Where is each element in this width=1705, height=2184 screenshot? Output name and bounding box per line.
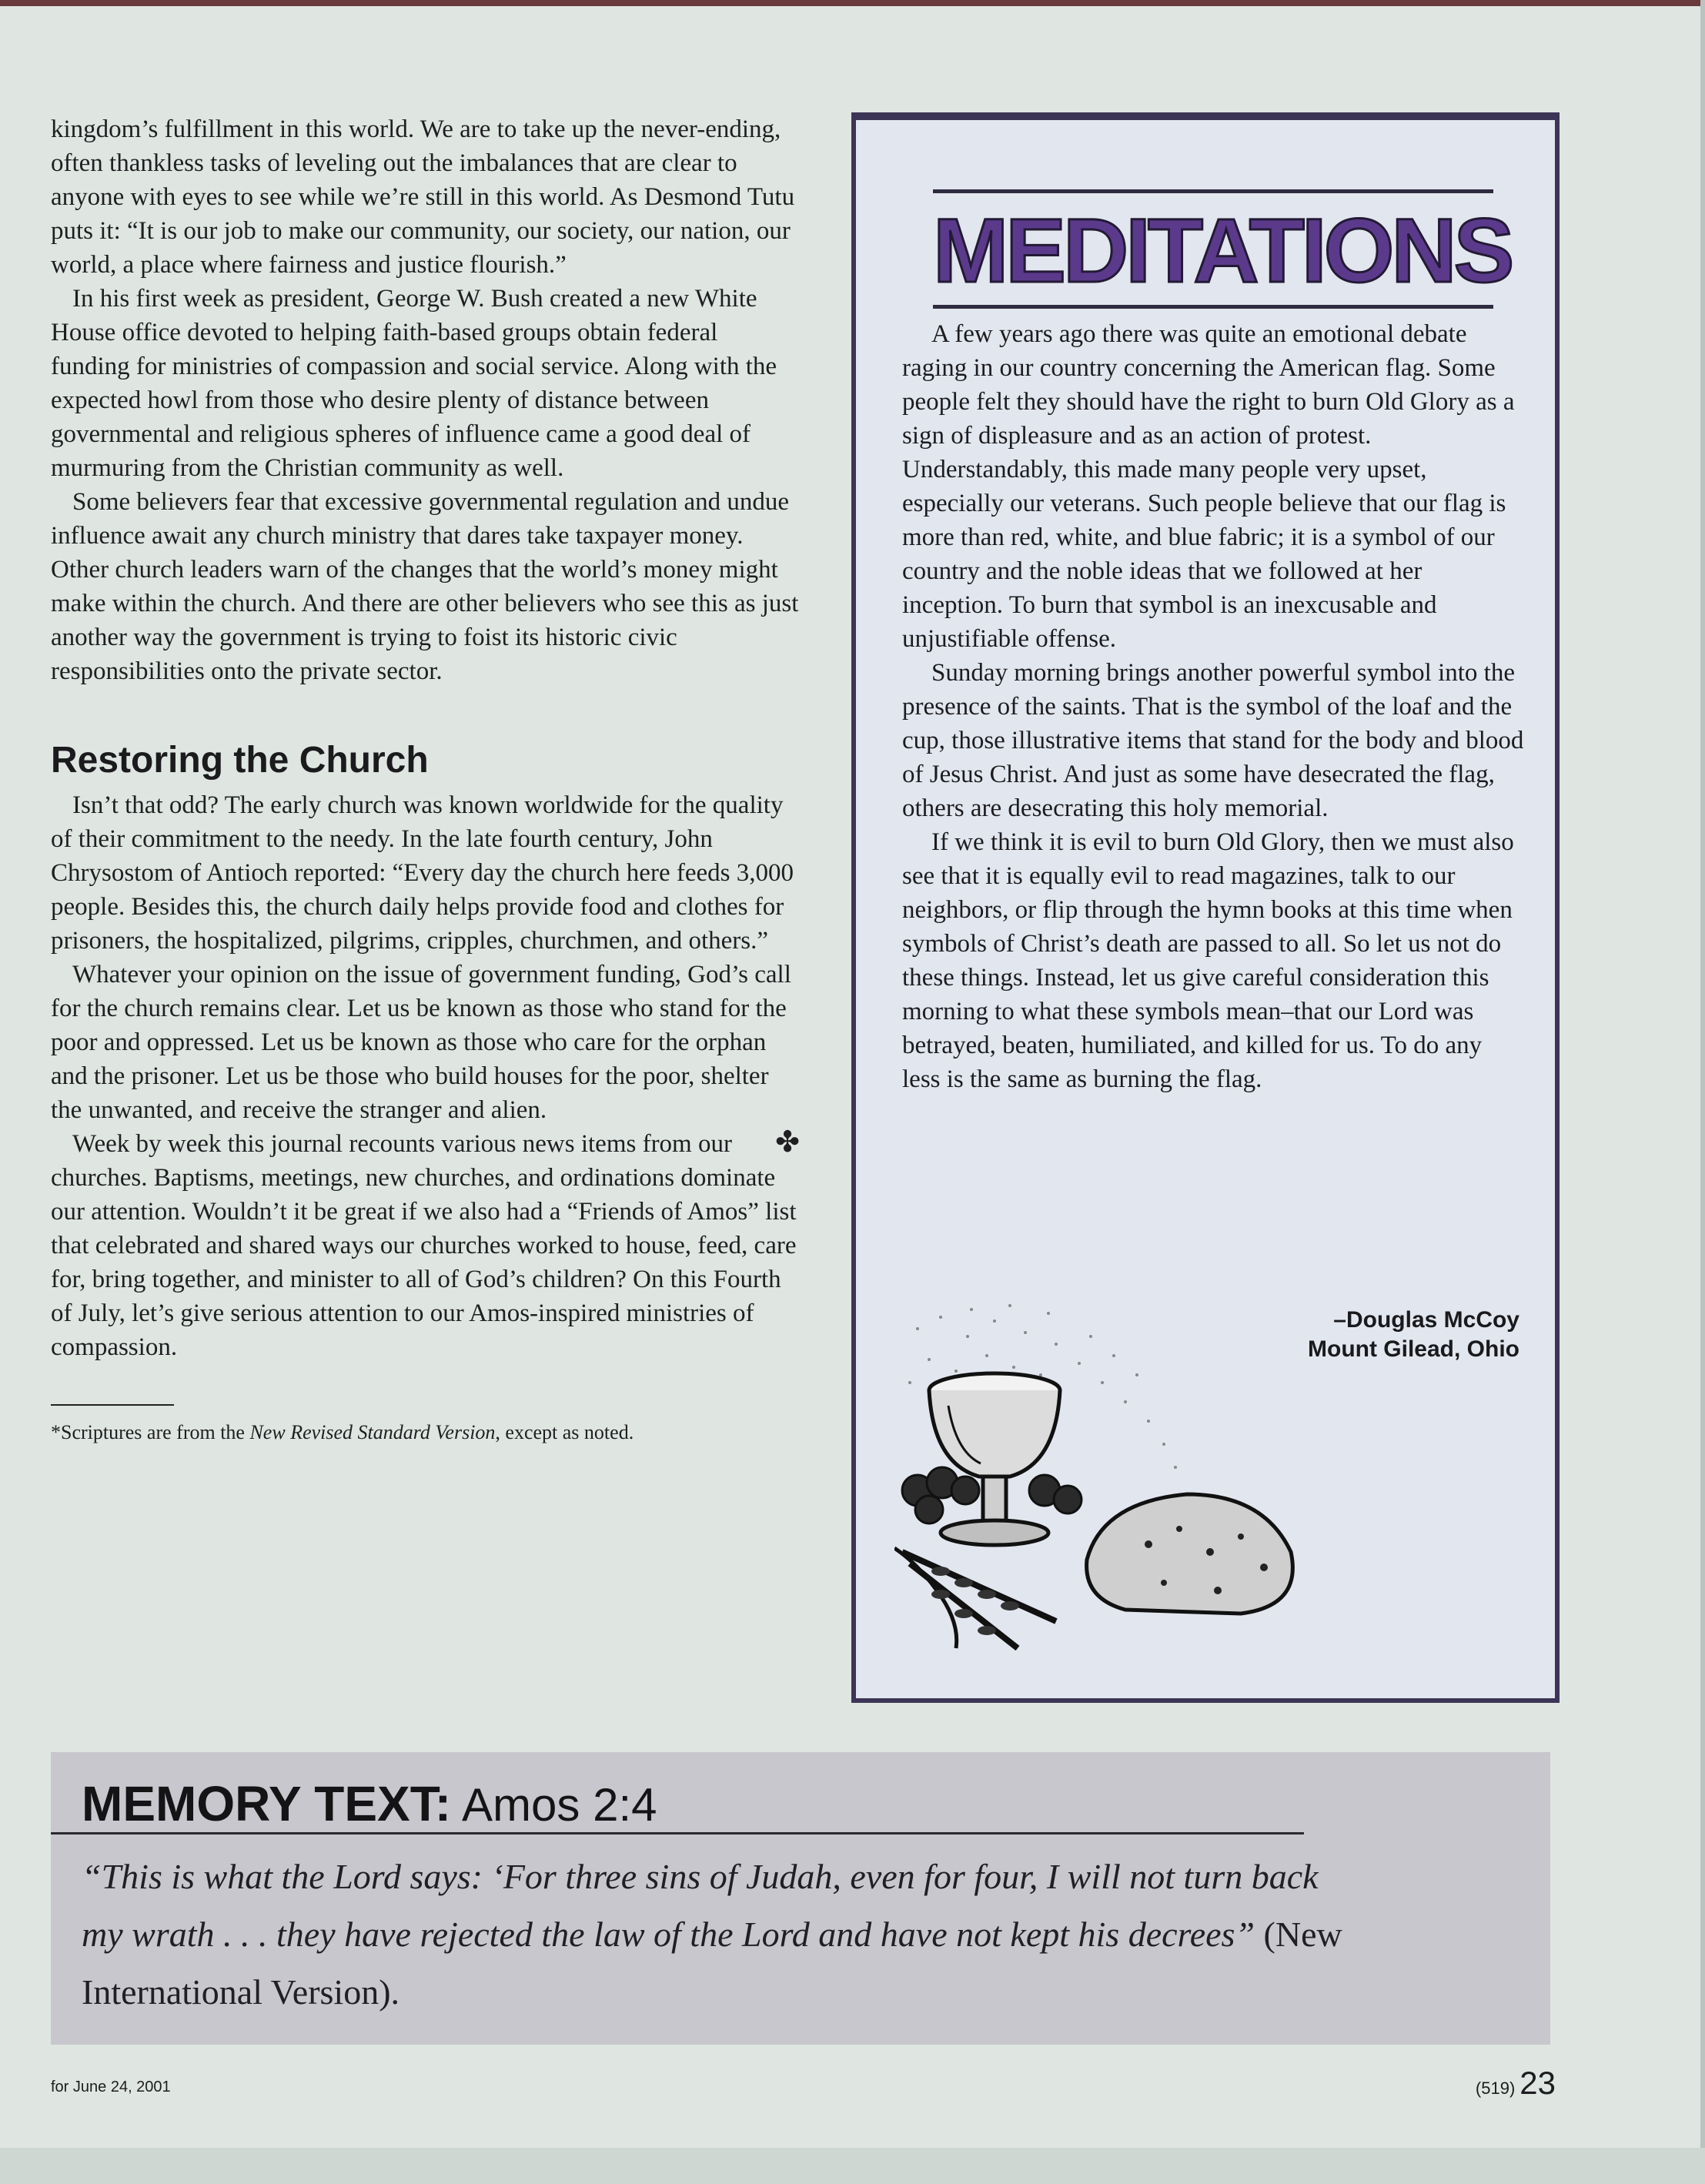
masthead-rule-bottom — [933, 305, 1493, 309]
footnote-divider — [51, 1404, 174, 1406]
meditations-title: MEDITATIONS — [933, 200, 1512, 302]
meditations-masthead — [933, 189, 1512, 311]
meditations-paragraph: Sunday morning brings another powerful symbol into the presence of the saints. That is the symbol of the loaf and the cup, those illustrative items that stand for the body and blood of Jesus Christ. And just as some have desecrated the flag, others are desecrating this holy memorial. — [902, 659, 1524, 822]
meditations-paragraph: If we think it is evil to burn Old Glory, then we must also see that it is equally evil to read magazines, talk to our neighbors, or flip through the hymn books at this time when symbols of Christ’s death are passed to all. So let us not do these things. Instead, let us give careful consideration this morning to what these symbols mean–that our Lord was betrayed, beaten, humiliated, and killed for us. To do any less is the same as burning the flag. — [902, 828, 1514, 1093]
meditations-body — [902, 317, 1526, 1096]
meditations-sidebar — [851, 112, 1560, 1703]
article-paragraph: In his first week as president, George W. Bush created a new White House office devoted to helping faith-based groups obtain federal funding for ministries of compassion and social service. Along with the expected howl from those who desire plenty of distance between governmental and religious spheres of influence came a good deal of murmuring from the Christian community as well. — [51, 285, 777, 482]
meditations-paragraph: A few years ago there was quite an emotional debate raging in our country concerning the American flag. Some people felt they should have the right to burn Old Glory as a sign of displeasure and as an action of protest. Understandably, this made many people very upset, especially our veterans. Such people believe that our flag is more than red, white, and blue fabric; it is a symbol of our country and the noble ideas that we followed at her inception. To burn that symbol is an inexcusable and unjustifiable offense. — [902, 320, 1515, 653]
page-folio — [1476, 2065, 1556, 2102]
author-name: –Douglas McCoy — [1333, 1307, 1519, 1333]
memory-text-label: MEMORY TEXT: — [82, 1776, 452, 1831]
memory-text-reference: Amos 2:4 — [462, 1779, 657, 1831]
section-heading: Restoring the Church — [51, 740, 429, 781]
memory-verse: “This is what the Lord says: ‘For three sins of Judah, even for four, I will not turn back my wrath . . . they have rejected the law of the Lord and have not kept his decrees” — [82, 1857, 1319, 1954]
memory-text-quote — [82, 1848, 1359, 2021]
top-edge-band — [0, 0, 1705, 6]
footnote-version-name: New Revised Standard Version — [249, 1421, 496, 1443]
article-paragraph-last — [51, 1127, 801, 1364]
end-of-article-mark: ✤ — [775, 1126, 800, 1159]
page-bottom-margin — [0, 2148, 1705, 2184]
memory-text-rule — [51, 1832, 1304, 1834]
article-paragraph: Isn’t that odd? The early church was known worldwide for the quality of their commitment to the needy. In the late fourth century, John Chrysostom of Antioch reported: “Every day the church here feeds 3,000 people. Besides this, the church daily helps provide food and clothes for prisoners, the hospitalized, pilgrims, cripples, churchmen, and others.” — [51, 791, 794, 955]
article-paragraph: Some believers fear that excessive governmental regulation and undue influence await any church ministry that dares take taxpayer money. Other church leaders warn of the changes that the world’s money might make within the church. And there are other believers who see this as just another way the government is trying to foist its historic civic responsibilities onto the private sector. — [51, 488, 799, 685]
page-number: 23 — [1519, 2065, 1556, 2101]
memory-text-header — [82, 1775, 657, 1832]
page-edge-shadow — [1700, 0, 1705, 2184]
page-code: (519) — [1475, 2079, 1516, 2098]
masthead-rule-top — [933, 189, 1493, 193]
article-left-column — [51, 112, 801, 1445]
article-paragraph: kingdom’s fulfillment in this world. We are to take up the never-ending, often thankless tasks of leveling out the imbalances that are clear to anyone with eyes to see while we’re still in this world. As Desmond Tutu puts it: “It is our job to make our community, our society, our nation, our world, a place where fairness and justice flourish.” — [51, 115, 795, 279]
article-paragraph: Whatever your opinion on the issue of government funding, God’s call for the church remains clear. Let us be known as those who stand for the poor and oppressed. Let us be known as those who care for the orphan and the prisoner. Let us be those who build houses for the poor, shelter the unwanted, and receive the stranger and alien. — [51, 961, 791, 1124]
footnote-text-end: , except as noted. — [495, 1421, 634, 1443]
memory-text-box — [51, 1752, 1550, 2045]
footnote-text-start: *Scriptures are from the — [51, 1421, 250, 1443]
issue-date: for June 24, 2001 — [51, 2079, 171, 2095]
memory-verse-version: (New International Version). — [82, 1915, 1342, 2012]
footnote — [51, 1420, 801, 1445]
meditations-signature — [1308, 1306, 1519, 1364]
author-location: Mount Gilead, Ohio — [1308, 1336, 1519, 1362]
article-paragraph-text: Week by week this journal recounts various news items from our churches. Baptisms, meetings, new churches, and ordinations dominate our attention. Wouldn’t it be great if we also had a “Friends of Amos” list that celebrated and shared ways our churches worked to house, feed, care for, bring together, and minister to all of God’s children? On this Fourth of July, let’s give serious attention to our Amos-inspired ministries of compassion. — [51, 1130, 797, 1361]
communion-cup-bread-illustration — [894, 1298, 1333, 1667]
